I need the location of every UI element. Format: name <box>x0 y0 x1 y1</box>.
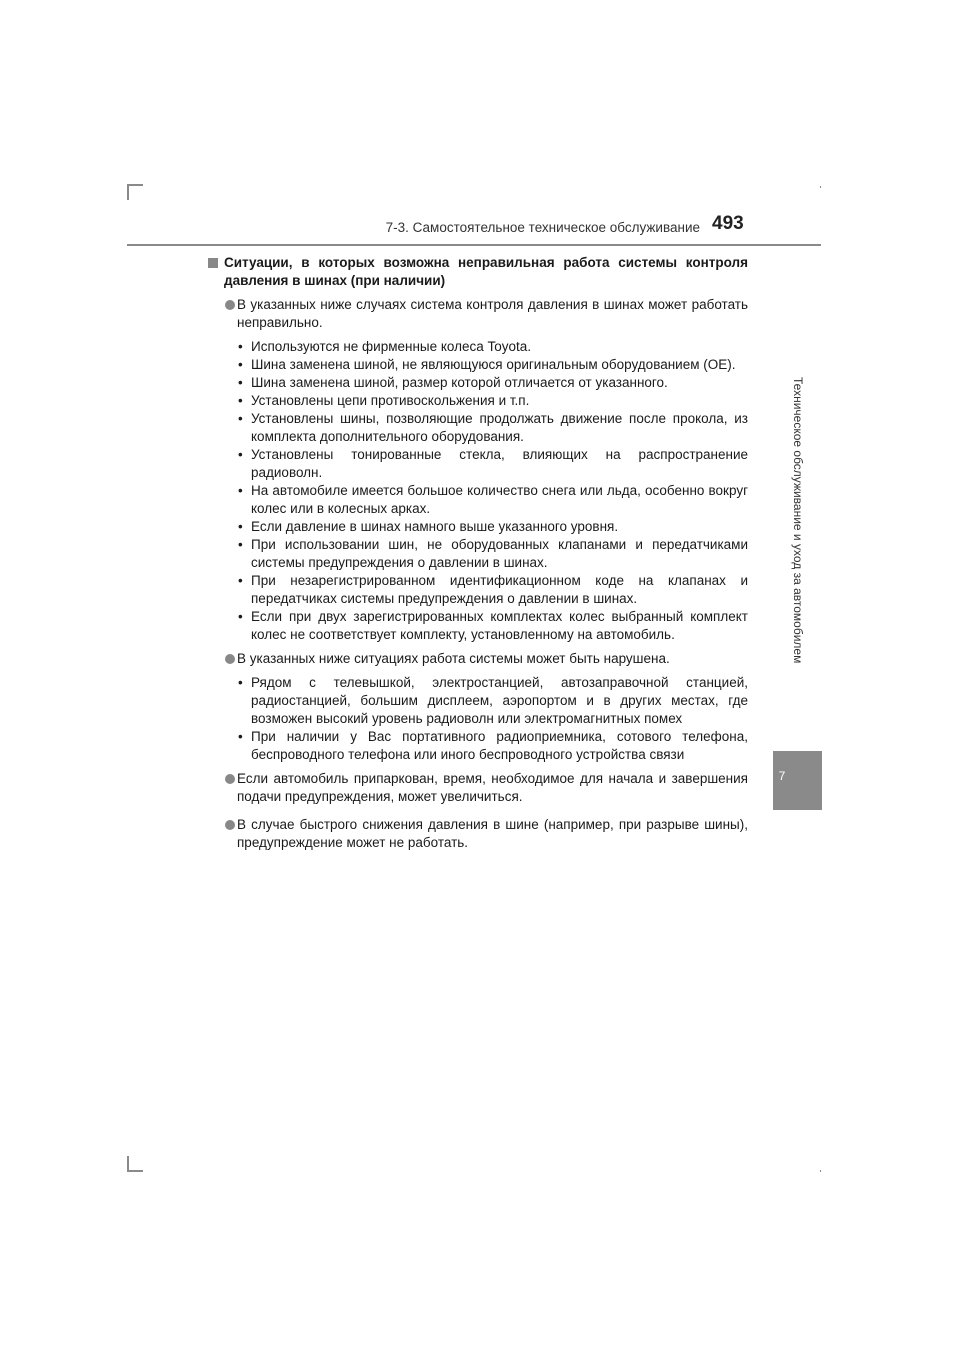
crop-mark-bottom-left-horizontal <box>127 1170 143 1172</box>
circle-paragraph <box>208 296 748 332</box>
paragraph-text: В указанных ниже случаях система контроля давления в шинах может работать неправильно. <box>237 297 748 330</box>
page-number: 493 <box>712 213 744 234</box>
circle-bullet-icon <box>225 654 235 664</box>
bullet-list <box>208 338 748 644</box>
square-bullet-icon <box>208 258 218 268</box>
header-rule <box>127 244 821 246</box>
circle-bullet-icon <box>225 774 235 784</box>
list-item: • При наличии у Вас портативного радиоприемника, сотового телефона, беспроводного телефона или иного беспроводного устройства связи <box>251 728 748 764</box>
section-heading <box>208 254 748 290</box>
chapter-number: 7 <box>778 769 786 783</box>
paragraph-text: Если автомобиль припаркован, время, необходимое для начала и завершения подачи предупреждения, может увеличиться. <box>237 771 748 804</box>
list-item: • Установлены шины, позволяющие продолжать движение после прокола, из комплекта дополнительного оборудования. <box>251 410 748 446</box>
circle-paragraph <box>208 650 748 668</box>
heading-text: Ситуации, в которых возможна неправильная работа системы контроля давления в шинах (при наличии) <box>224 255 748 288</box>
list-item: • При незарегистрированном идентификационном коде на клапанах и передатчиках системы предупреждения о давлении в шинах. <box>251 572 748 608</box>
list-item: • На автомобиле имеется большое количество снега или льда, особенно вокруг колес или в колесных арках. <box>251 482 748 518</box>
list-item: • Используются не фирменные колеса Toyota. <box>251 338 748 356</box>
paragraph-text: В указанных ниже ситуациях работа системы может быть нарушена. <box>237 651 670 666</box>
crop-mark-top-left-horizontal <box>127 184 143 186</box>
page-content <box>208 254 748 852</box>
list-item: • При использовании шин, не оборудованных клапанами и передатчиками системы предупреждения о давлении в шинах. <box>251 536 748 572</box>
crop-mark-top-right <box>820 186 821 188</box>
list-item: • Рядом с телевышкой, электростанцией, автозаправочной станцией, радиостанцией, большим дисплеем, аэропортом и в других местах, где возможен высокий уровень радиоволн или электромагнитных помех <box>251 674 748 728</box>
bullet-list <box>208 674 748 764</box>
side-tab-chapter-title <box>778 300 818 740</box>
list-item: • Установлены цепи противоскольжения и т.п. <box>251 392 748 410</box>
chapter-tab <box>773 751 822 810</box>
list-item: • Если при двух зарегистрированных комплектах колес выбранный комплект колес не соответствует комплекту, установленному на автомобиль. <box>251 608 748 644</box>
list-item: • Шина заменена шиной, не являющуюся оригинальным оборудованием (OE). <box>251 356 748 374</box>
crop-mark-bottom-right <box>820 1170 821 1172</box>
list-item: • Установлены тонированные стекла, влияющих на распространение радиоволн. <box>251 446 748 482</box>
list-item: • Шина заменена шиной, размер которой отличается от указанного. <box>251 374 748 392</box>
paragraph-text: В случае быстрого снижения давления в шине (например, при разрыве шины), предупреждение может не работать. <box>237 817 748 850</box>
circle-bullet-icon <box>225 300 235 310</box>
circle-paragraph <box>208 770 748 806</box>
circle-bullet-icon <box>225 820 235 830</box>
crop-mark-top-left-vertical <box>127 184 129 200</box>
circle-paragraph <box>208 816 748 852</box>
section-title: 7-3. Самостоятельное техническое обслуживание <box>385 220 700 235</box>
list-item: • Если давление в шинах намного выше указанного уровня. <box>251 518 748 536</box>
side-tab-text: Техническое обслуживание и уход за автомобилем <box>791 376 805 664</box>
